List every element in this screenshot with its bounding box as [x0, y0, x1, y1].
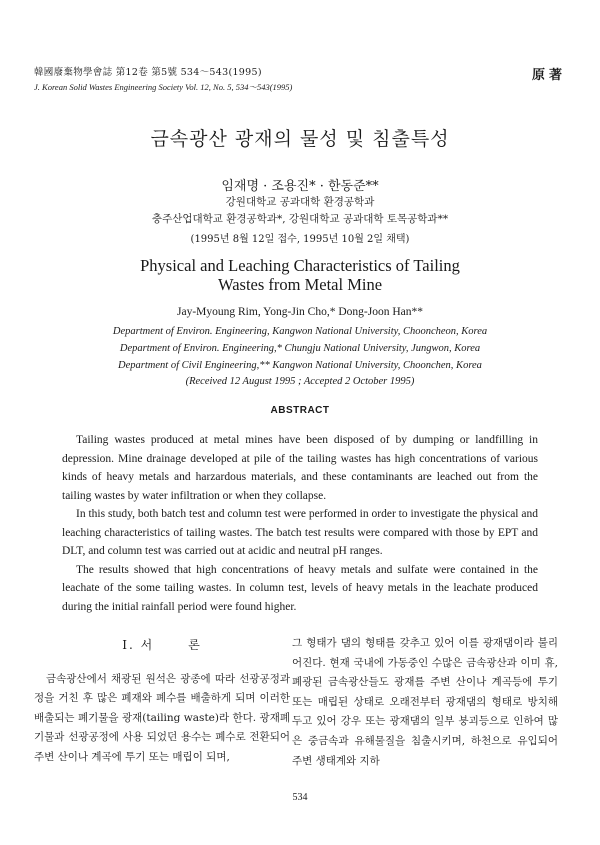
- section-number: Ⅰ. 서: [122, 638, 155, 652]
- title-english-line-1: Physical and Leaching Characteristics of Tailing: [140, 256, 460, 275]
- body-column-left: [34, 636, 290, 768]
- abstract-body: [62, 431, 538, 616]
- title-english: [0, 256, 600, 294]
- authors-english: Jay-Myoung Rim, Yong-Jin Cho,* Dong-Joon Han**: [177, 306, 423, 318]
- intro-paragraph-right: 그 형태가 댐의 형태를 갖추고 있어 이를 광재댐이라 불리어진다. 현재 국내에 가동중인 수많은 금속광산과 이미 휴,폐광된 금속광산들도 광재를 주변 산이나 계곡등에 투기 또는 매립된 상태로 오래전부터 광재댐의 형태로 방치해 두고 있어 강우 또는 광재댐의 일부 붕괴등으로 인하여 많은 중금속과 유해물질을 침출시키며, 하천으로 유입되어 주변 생태계와 지하: [292, 637, 558, 767]
- abstract-heading: ABSTRACT: [270, 405, 330, 416]
- dates-korean: (1995년 8월 12일 접수, 1995년 10월 2일 채택): [190, 234, 410, 245]
- journal-citation-ko: 韓國廢棄物學會誌 第12卷 第5號 534～543(1995): [34, 67, 262, 78]
- affiliation-english-2: Department of Environ. Engineering,* Chungju National University, Jungwon, Korea: [119, 343, 481, 354]
- title-english-line-2: Wastes from Metal Mine: [217, 275, 383, 294]
- journal-citation-en: J. Korean Solid Wastes Engineering Society Vol. 12, No. 5, 534～543(1995): [34, 82, 293, 92]
- affiliation-korean-2: 충주산업대학교 환경공학과*, 강원대학교 공과대학 토목공학과**: [151, 213, 449, 225]
- affiliation-korean-1: 강원대학교 공과대학 환경공학과: [225, 196, 375, 208]
- section-heading-introduction: [34, 636, 290, 656]
- section-title: 론: [188, 638, 202, 652]
- journal-header: [34, 64, 566, 93]
- affiliation-english-3: Department of Civil Engineering,** Kangwon National University, Choonchen, Korea: [118, 360, 482, 371]
- authors-korean: 임재명 · 조용진* · 한동준**: [221, 179, 379, 194]
- abstract-paragraph-1: Tailing wastes produced at metal mines have been disposed of by dumping or landfilling in depression. Mine drainage developed at pile of the tailing wastes has high concentrations of various kinds of heavy metals and harzardous materials, and these contaminants are leached out from the tailing wastes by water infiltration or when they collapse.: [62, 434, 538, 502]
- page-number: 534: [292, 792, 308, 803]
- affiliation-english-1: Department of Environ. Engineering, Kangwon National University, Chooncheon, Korea: [112, 326, 488, 337]
- dates-english: (Received 12 August 1995 ; Accepted 2 October 1995): [185, 376, 415, 387]
- abstract-paragraph-2: In this study, both batch test and column test were performed in order to investigate the physical and leaching characteristics of tailing wastes. The batch test results were compared with those by EPT and DLT, and column test was carried out at acidic and neutral pH ranges.: [62, 508, 538, 557]
- intro-paragraph-left: 금속광산에서 채광된 원석은 광종에 따라 선광공정과정을 거친 후 많은 폐재와 폐수를 배출하게 되며 이러한 배출되는 폐기물을 광재(tailing waste)라 한다. 광재폐기물과 선광공정에 사용 되었던 용수는 폐수로 전환되어 주변 산이나 계곡에 투기 또는 매립이 되며,: [34, 672, 290, 763]
- abstract-paragraph-3: The results showed that high concentrations of heavy metals and sulfate were contained in the leachate of the some tailing wastes. In column test, levels of heavy metals in the leachate produced during the initial rainfall period were found higher.: [62, 563, 538, 613]
- body-column-right: [292, 634, 558, 771]
- article-type-label: 原著: [531, 68, 566, 83]
- title-korean: 금속광산 광재의 물성 및 침출특성: [150, 128, 450, 150]
